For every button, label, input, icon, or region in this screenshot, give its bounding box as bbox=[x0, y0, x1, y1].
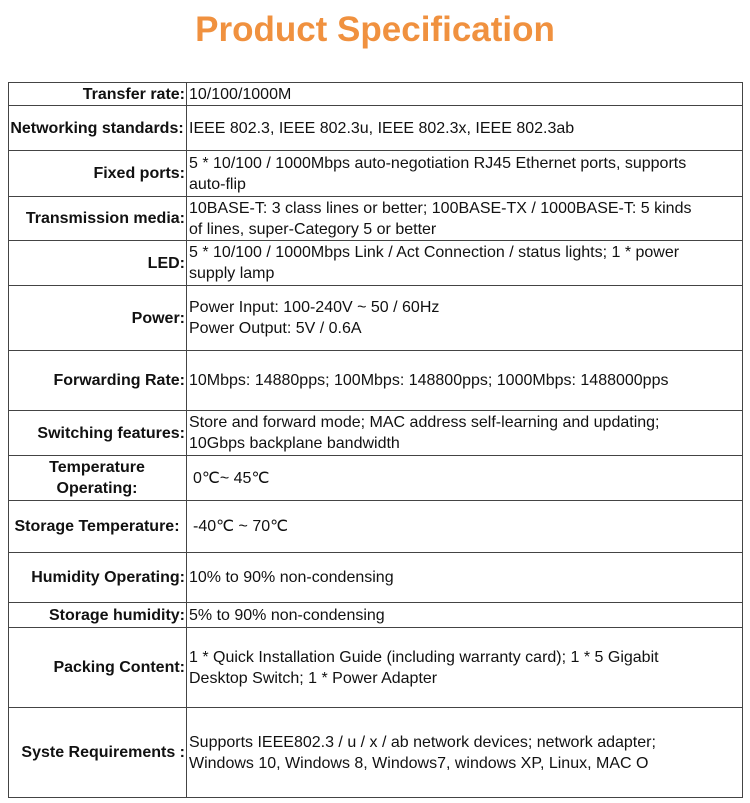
spec-value-line: of lines, super-Category 5 or better bbox=[189, 220, 437, 238]
spec-row bbox=[9, 456, 743, 501]
spec-value-line: Power Input: 100-240V ~ 50 / 60Hz bbox=[189, 299, 440, 316]
spec-value-line: 5 * 10/100 / 1000Mbps auto-negotiation RJ45 Ethernet ports, supports bbox=[189, 154, 687, 172]
spec-label: Storage Temperature: bbox=[9, 501, 187, 553]
spec-label: Syste Requirements : bbox=[9, 708, 187, 798]
spec-value bbox=[187, 628, 743, 708]
spec-value-line: Windows 10, Windows 8, Windows7, windows XP, Linux, MAC O bbox=[189, 754, 649, 772]
spec-value-line: Supports IEEE802.3 / u / x / ab network devices; network adapter; bbox=[189, 733, 656, 751]
spec-value-line: auto-flip bbox=[189, 175, 246, 193]
spec-row bbox=[9, 351, 743, 411]
spec-value-line: -40℃ ~ 70℃ bbox=[193, 518, 289, 535]
spec-value-line: 10Mbps: 14880pps; 100Mbps: 148800pps; 1000Mbps: 1488000pps bbox=[189, 372, 669, 389]
spec-row bbox=[9, 708, 743, 798]
spec-label: Switching features: bbox=[9, 411, 187, 456]
spec-row bbox=[9, 106, 743, 151]
spec-value bbox=[187, 351, 743, 411]
spec-value bbox=[187, 241, 743, 286]
spec-row bbox=[9, 501, 743, 553]
spec-value bbox=[187, 151, 743, 197]
spec-label: LED: bbox=[9, 241, 187, 286]
spec-value bbox=[187, 197, 743, 241]
spec-label: Transfer rate: bbox=[9, 83, 187, 106]
spec-value bbox=[187, 286, 743, 351]
spec-value-line: 5 * 10/100 / 1000Mbps Link / Act Connection / status lights; 1 * power bbox=[189, 244, 680, 261]
spec-value bbox=[187, 411, 743, 456]
spec-label: Transmission media: bbox=[9, 197, 187, 241]
spec-label: Networking standards: bbox=[9, 106, 187, 151]
spec-value-line: supply lamp bbox=[189, 265, 275, 282]
spec-label: Forwarding Rate: bbox=[9, 351, 187, 411]
spec-value-line: 1 * Quick Installation Guide (including warranty card); 1 * 5 Gigabit bbox=[189, 648, 659, 666]
spec-value bbox=[187, 708, 743, 798]
spec-row bbox=[9, 286, 743, 351]
spec-row bbox=[9, 241, 743, 286]
spec-value-line: 0℃~ 45℃ bbox=[193, 469, 270, 487]
spec-label: Fixed ports: bbox=[9, 151, 187, 197]
spec-value bbox=[187, 456, 743, 501]
spec-value-line: 5% to 90% non-condensing bbox=[189, 606, 385, 624]
spec-value bbox=[187, 501, 743, 553]
page-title: Product Specification bbox=[195, 10, 555, 49]
spec-row bbox=[9, 628, 743, 708]
spec-row bbox=[9, 197, 743, 241]
spec-label: Humidity Operating: bbox=[9, 553, 187, 603]
spec-row bbox=[9, 83, 743, 106]
spec-value-line: 10BASE-T: 3 class lines or better; 100BASE-TX / 1000BASE-T: 5 kinds bbox=[189, 199, 692, 217]
spec-row bbox=[9, 151, 743, 197]
spec-row bbox=[9, 553, 743, 603]
spec-value bbox=[187, 603, 743, 628]
spec-row bbox=[9, 603, 743, 628]
spec-label: Temperature Operating: bbox=[9, 456, 187, 501]
spec-value bbox=[187, 83, 743, 106]
spec-value-line: IEEE 802.3, IEEE 802.3u, IEEE 802.3x, IEEE 802.3ab bbox=[189, 119, 575, 137]
spec-value bbox=[187, 106, 743, 151]
spec-value-line: Store and forward mode; MAC address self-learning and updating; bbox=[189, 414, 660, 431]
spec-label: Power: bbox=[9, 286, 187, 351]
spec-table bbox=[8, 82, 743, 798]
spec-label: Packing Content: bbox=[9, 628, 187, 708]
spec-row bbox=[9, 411, 743, 456]
spec-label: Storage humidity: bbox=[9, 603, 187, 628]
spec-value-line: 10Gbps backplane bandwidth bbox=[189, 435, 400, 452]
spec-value-line: Desktop Switch; 1 * Power Adapter bbox=[189, 669, 438, 687]
spec-value-line: 10% to 90% non-condensing bbox=[189, 569, 394, 586]
spec-value-line: Power Output: 5V / 0.6A bbox=[189, 320, 362, 337]
spec-value-line: 10/100/1000M bbox=[189, 85, 292, 103]
spec-value bbox=[187, 553, 743, 603]
